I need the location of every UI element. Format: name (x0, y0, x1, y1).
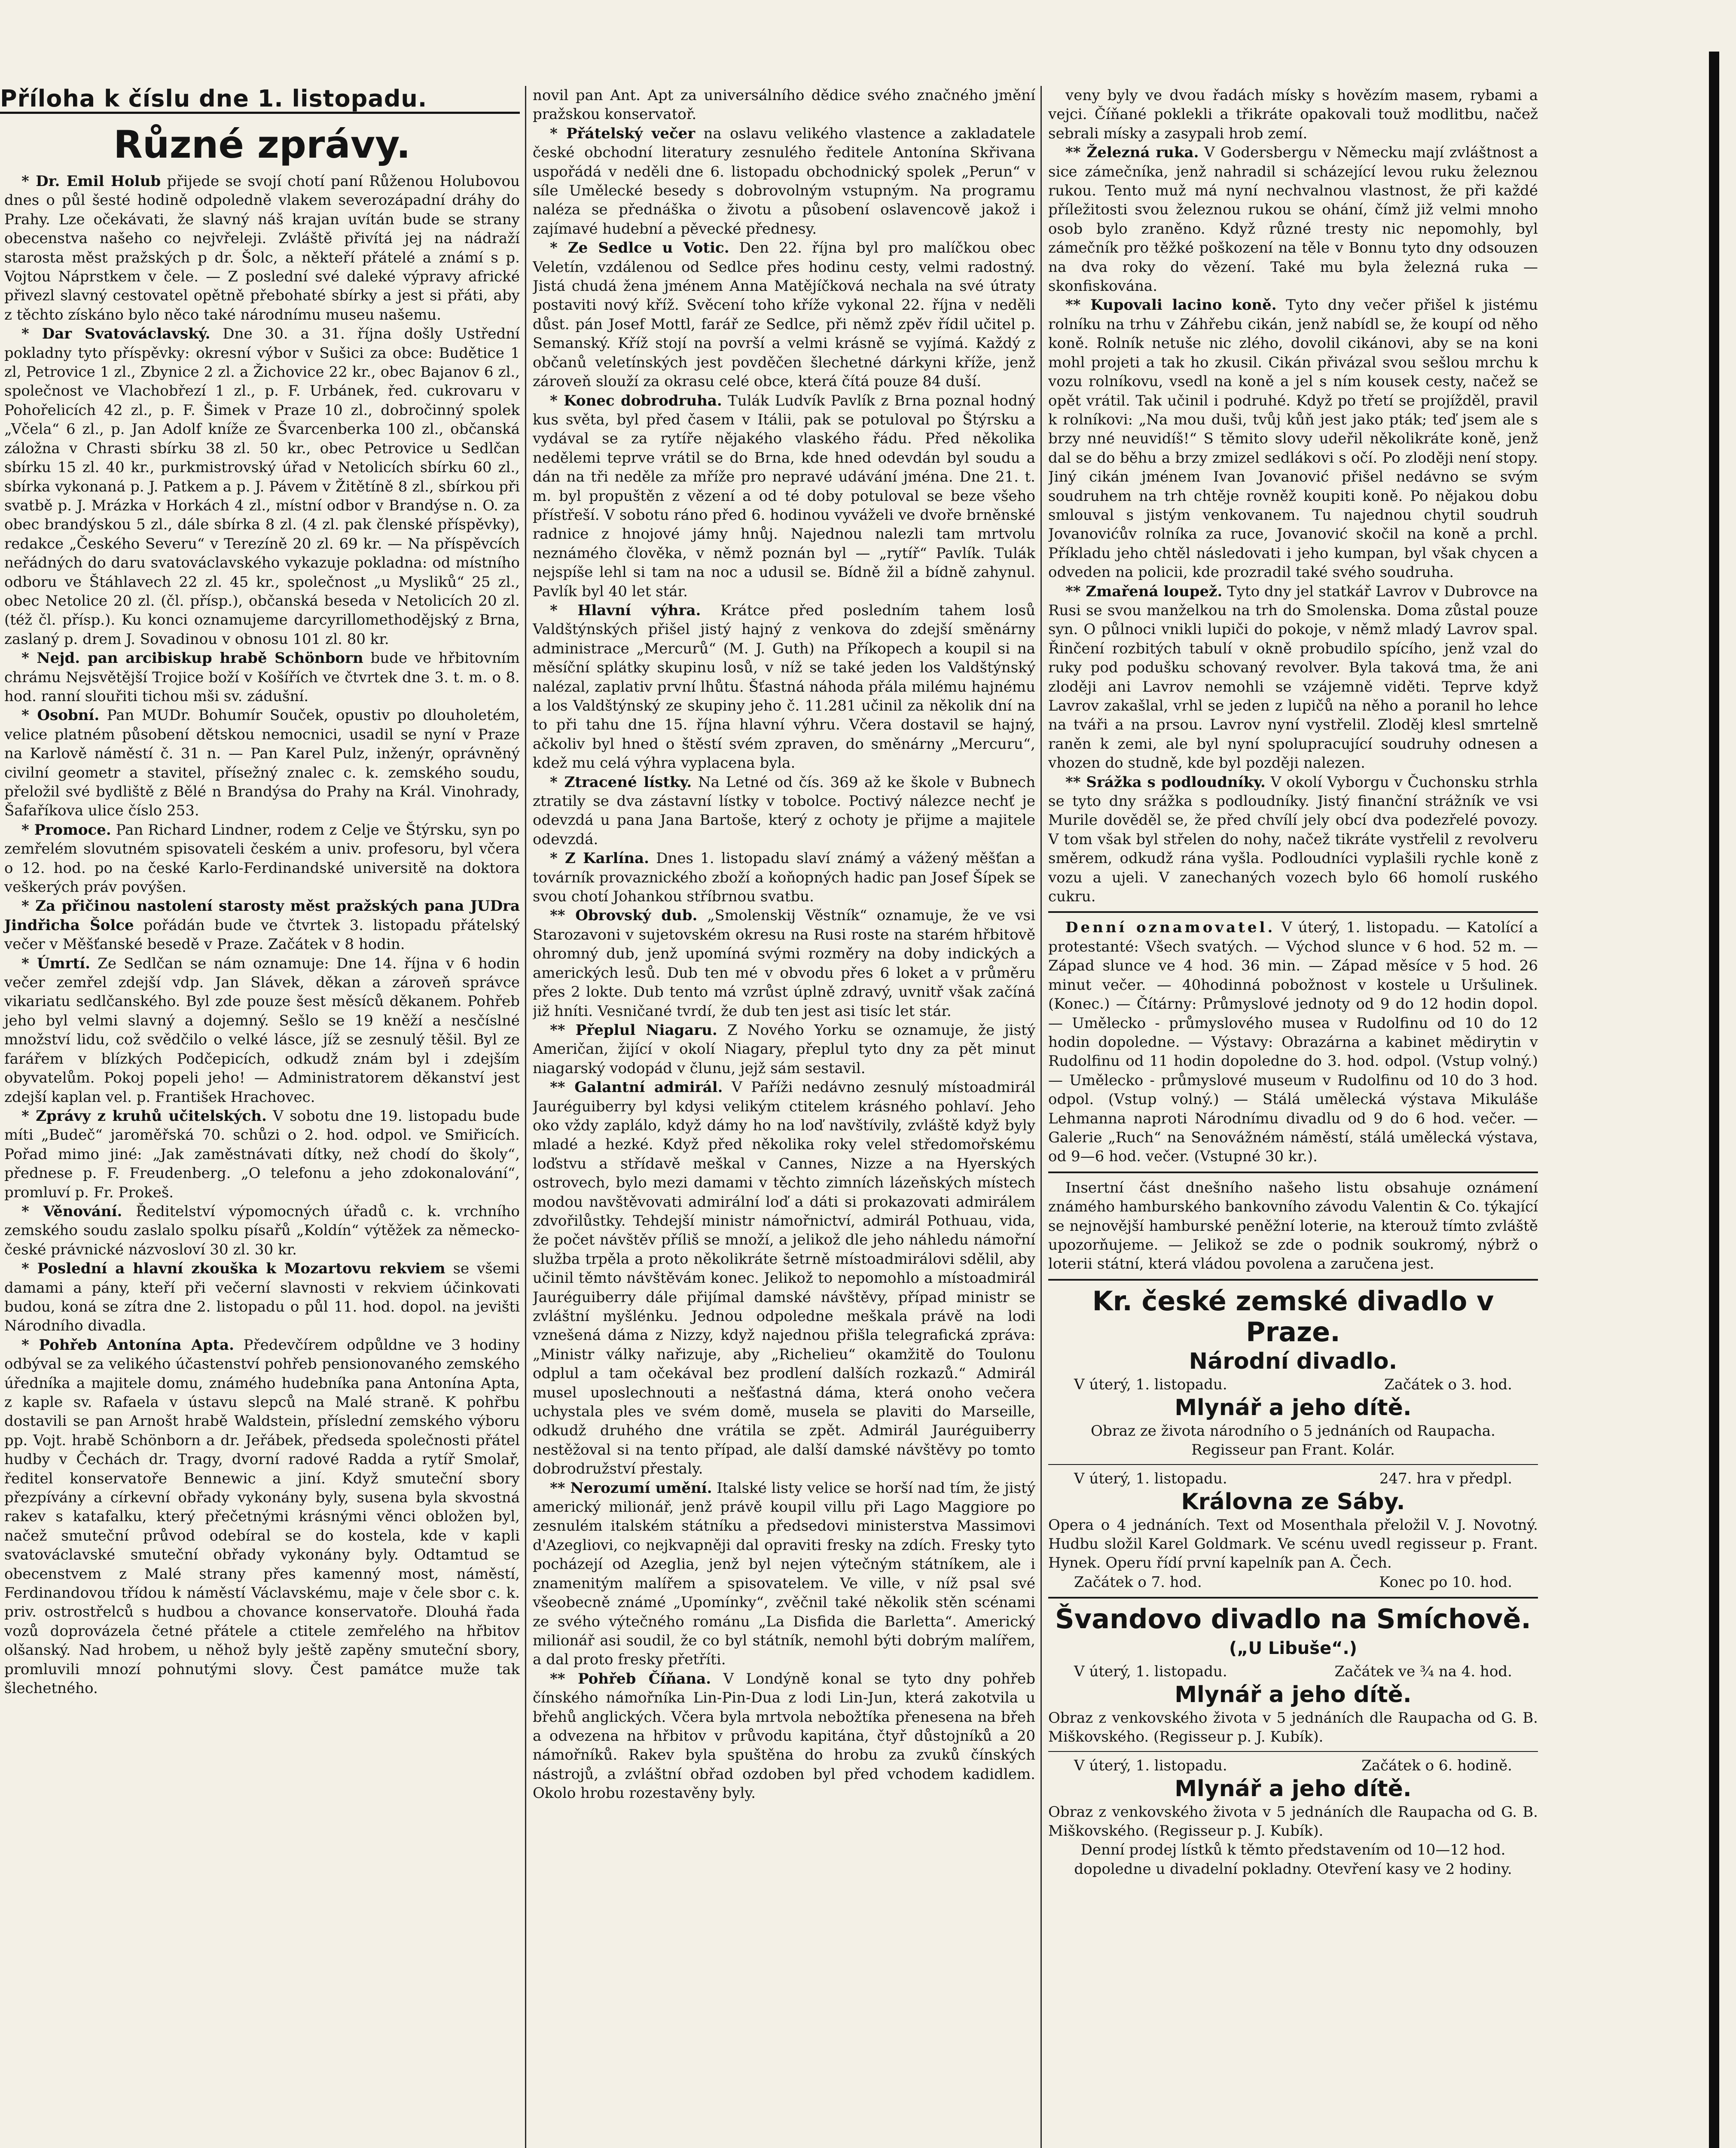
divider (1048, 1279, 1538, 1281)
column-2 (533, 86, 1035, 2148)
column-rule (525, 86, 526, 2148)
article (533, 238, 1035, 391)
show-3-row (1048, 1662, 1538, 1681)
article (1048, 296, 1538, 582)
article-headline: * Věnování. (21, 1202, 122, 1220)
theatre-2-title: Švandovo divadlo na Smíchově. (1055, 1603, 1531, 1635)
theatre-1-title: Kr. české zemské divadlo v Praze. (1092, 1285, 1494, 1348)
article-headline: * Nejd. pan arcibiskup hrabě Schönborn (21, 650, 363, 667)
article-text: V Londýně konal se tyto dny pohřeb čínského námořníka Lin-Pin-Dua z lodi Lin-Jun, která zakotvila u břehů anglických. Včera byla mrtvola nebožtíka přenesena na břeh a odvezena na hřbitov v průvodu kapitána, čtyř důstojníků a 20 námořníků. Rakev byla spuštěna do hrobu za zvuků čínských nástrojů, a zvláštní obřad ozdoben byl před vchodem kadidlem. Okolo hrobu rozestavěny byly. (533, 1670, 1035, 1802)
article-headline: * Osobní. (21, 707, 100, 724)
show-start: Začátek ve ¾ na 4. hod. (1334, 1663, 1512, 1680)
article-headline: * Dar Svatováclavský. (21, 325, 211, 343)
play-description: Obraz z venkovského života v 5 jednáních dle Raupacha od G. B. Miškovského. (Regisseur p. J. Kubík). (1048, 1803, 1538, 1840)
play-description: Obraz z venkovského života v 5 jednáních dle Raupacha od G. B. Miškovského. (Regisseur p. J. Kubík). (1048, 1709, 1538, 1746)
article-text: Tyto dny jel statkář Lavrov v Dubrovce na Rusi se svou manželkou na trh do Smolenska. Doma zůstal pouze syn. O půlnoci vnikli lupiči do pokoje, v němž mladý Lavrov spal. Řinčení rozbitých tabulí v okně probudilo spícího, jenž vzal do ruky pod podušku schovaný revolver. Byla taková tma, že ani zloději ani Lavrov nemohli se vzájemně viděti. Teprve když Lavrov zakašlal, vrhl se jeden z lupičů na něho a poranil ho lehce na tváři a na prsou. Lavrov nyní vystřelil. Zloděj klesl smrtelně raněn k zemi, ale byl nyní spolupracující soudruhy odnesen a vhozen do studně, kde byl později nalezen. (1048, 583, 1538, 772)
article-headline: * Úmrtí. (21, 955, 91, 972)
show-end: Konec po 10. hod. (1379, 1573, 1512, 1591)
article-text: pořádán bude ve čtvrtek 3. listopadu přátelský večer v Měšťanské besedě v Praze. Začátek v 8 hodin. (4, 916, 520, 953)
article-headline: * Konec dobrodruha. (550, 392, 722, 409)
show-start: Začátek o 7. hod. (1074, 1573, 1202, 1591)
supplement-header: Příloha k číslu dne 1. listopadu. (0, 86, 520, 114)
article-text: Krátce před posledním tahem losů Valdštýnských přišel jistý hajný z venkova do zdejší směnárny administrace „Mercurů“ (M. J. Guth) na Příkopech a koupil si na měsíční splátky skupinu losů, v níž se také jeden los Valdštýnský nalézal, zaplativ první lhůtu. Šťastná náhoda přála milému hajnému a los Valdštýnský ze skupiny jeho č. 11.281 učinil za několik dní na to při tahu dne 15. října hlavní výhru. Včera dostavil se hajný, ačkoliv byl hned o štěstí svém zpraven, do směnárny „Mercuru“, kdež mu celá výhra vyplacena byla. (533, 601, 1035, 772)
article-text: Ředitelství výpomocných úřadů c. k. vrchního zemského soudu zaslalo spolku písařů „Koldín“ výtěžek za německo-české právnické názvosloví 30 zl. 30 kr. (4, 1202, 520, 1258)
play-title: Mlynář a jeho dítě. (1175, 1776, 1412, 1802)
show-date: V úterý, 1. listopadu. (1074, 1757, 1227, 1774)
article-text: se všemi damami a pány, kteří při večerní slavnosti v rekviem účinkovati budou, koná se zítra dne 2. listopadu o půl 11. hod. dopol. na jevišti Národního divadla. (4, 1260, 520, 1335)
article (533, 124, 1035, 238)
article-headline: * Za přičinou nastolení starosty měst pražských pana JUDra Jindřicha Šolce (4, 897, 520, 934)
article-continuation: novil pan Ant. Apt za universálního dědice svého značného jmění pražskou konservatoř. (533, 87, 1035, 123)
article-headline: * Poslední a hlavní zkouška k Mozartovu rekviem (21, 1260, 445, 1278)
page-edge-shadow (1709, 52, 1719, 2148)
article (4, 954, 520, 1107)
insert-notice: Insertní část dnešního našeho listu obsahuje oznámení známého hamburského bankovního závodu Valentin & Co. týkající se nejnovější hamburské peněžní loterie, na kterouž tímto zvláště upozorňujeme. — Jelikož se zde o podnik soukromý, nýbrž o loterii státní, která vládou povolena a zaručena jest. (1048, 1179, 1538, 1273)
article-text: Dnes 1. listopadu slaví známý a vážený měšťan a továrník provaznického zboží a koňopných hadic pan Josef Šípek se svou chotí Johankou stříbrnou svatbu. (533, 850, 1035, 906)
article (4, 1259, 520, 1336)
show-date: V úterý, 1. listopadu. (1074, 1376, 1227, 1393)
column-3-articles (1048, 86, 1538, 906)
article-headline: ** Obrovský dub. (550, 907, 698, 924)
show-number: 247. hra v předpl. (1379, 1470, 1512, 1487)
column-2-articles (533, 124, 1035, 1803)
article-text: na oslavu velikého vlastence a zakladatele české obchodní literatury zesnulého ředitele Antonína Skřivana uspořádá v neděli dne 6. listopadu obchodnický spolek „Perun“ v síle Umělecké besedy s dobrovolným vstupným. Na programu naléza se přednáška o životu a působení oslavencově jakož i zajímavé hudební a pěvecké přednesy. (533, 125, 1035, 238)
article-headline: * Hlavní výhra. (550, 601, 701, 619)
play-title: Mlynář a jeho dítě. (1175, 1681, 1412, 1708)
box-office-note: Denní prodej lístků k těmto představením od 10—12 hod. dopoledne u divadelní pokladny. Otevření kasy ve 2 hodiny. (1074, 1841, 1512, 1878)
daily-notice-text: V úterý, 1. listopadu. — Katolící a protestanté: Všech svatých. — Východ slunce v 6 hod. 52 m. — Západ slunce ve 4 hod. 36 min. — Západ měsíce v 5 hod. 26 minut večer. — 40hodinná pobožnost v kostele u Uršulinek. (Konec.) — Čítárny: Průmyslové jednoty od 9 do 12 hodin dopol. — Umělecko - průmyslového musea v Rudolfinu od 10 do 12 hodin dopoledne. — Výstavy: Obrazárna a kabinet mědirytin v Rudolfinu od 11 hodin dopoledne do 3. hod. odpol. (Vstup volný.) — Umělecko - průmyslové museum v Rudolfinu od 10 do 3 hod. odpol. (Vstup volný.) — Stálá umělecká výstava Mikuláše Lehmanna naproti Národnímu divadlu od 9 do 6 hod. večer. — Galerie „Ruch“ na Senovážném náměstí, stálá umělecká výstava, od 9—6 hod. večer. (Vstupné 30 kr.). (1048, 919, 1538, 1166)
article-text: Den 22. října byl pro malíčkou obec Veletín, vzdálenou od Sedlce přes hodinu cesty, velmi radostný. Jistá chudá žena jménem Anna Matějíčková nechala na své útraty postaviti nový kříž. Svěcení toho kříže vykonal 22. října v neděli důst. pán Josef Mottl, farář ze Sedlce, při němž zpěv řídil učitel p. Semanský. Kříž stojí na površí a velmi krásně se vyjímá. Každý z občanů veletínských jest povděčen šlechetné dárkyni kříže, jenž zároveň slouží za okrasu celé obce, která čítá pouze 84 duší. (533, 239, 1035, 391)
article (533, 391, 1035, 601)
article-headline: * Z Karlína. (550, 850, 649, 867)
daily-notice-title: Denní oznamovatel. (1065, 919, 1275, 937)
article-text: Na Letné od čís. 369 až ke škole v Bubnech ztratily se dva zástavní lístky v tobolce. Poctivý nálezce nechť je odevzdá u pana Jana Bartoše, který z ochoty je přijme a majitele odevzdá. (533, 773, 1035, 848)
article-text: V Paříži nedávno zesnulý místoadmirál Jauréguiberry byl kdysi velikým ctitelem krásného pohlaví. Jeho oko vždy zaplálo, když dámy ho na loď navštívily, zvláště když byly mladé a hezké. Když před několika roky velel středomořskému loďstvu a střídavě meškal v Cannes, Nizze a na Hyerských ostrovech, bylo mezi damami v těchto zimních lázeňských místech modou navštěvovati admirální loď a dáti si prokazovati admirálem zdvořilůstky. Tehdejší ministr námořnictví, admirál Pothuau, vida, že počet návštěv příliš se množí, a jelikož dle jeho náhledu námořní služba trpěla a proto několikráte šetrně místoadmirálovi sdělil, aby učinil těmto návštěvám konec. Jelikož to nepomohlo a místoadmirál Jauréguiberry dále přijímal damské návštěvy, případ ministr se zvláštní myšlénku. Jednou odpoledne meškala právě na lodi vznešená dáma z Nizzy, když najednou přišla telegrafická zpráva: „Ministr války nařizuje, aby „Richelieu“ okamžitě do Toulonu odplul a tam očekával bez prodlení dalších rozkazů.“ Admirál musel uposlechnouti a nešťastná dáma, která onoho večera uchystala ples ve svém domě, musela se plaviti do Marseille, odkudž druhého dne vrátila se zpět. Admirál Jauréguiberry nestěžoval si na tento případ, ale další damské návštěvy po tomto dobrodružství přestaly. (533, 1079, 1035, 1478)
article-text: veny byly ve dvou řadách mísky s hovězím masem, rybami a vejci. Číňané poklekli a třikráte opakovali touž modlitbu, načež sebrali mísky a zasypali hrob zemí. (1048, 87, 1538, 142)
article (533, 1669, 1035, 1803)
article (1048, 773, 1538, 906)
article (4, 1107, 520, 1202)
play-director: Regisseur pan Frant. Kolár. (1191, 1441, 1395, 1459)
theatre-2-subtitle: („U Libuše“.) (1229, 1638, 1357, 1658)
show-date: V úterý, 1. listopadu. (1074, 1663, 1227, 1680)
article (533, 1078, 1035, 1479)
divider (1048, 1172, 1538, 1173)
article-text: bude ve hřbitovním chrámu Nejsvětější Trojice boží v Košířích ve čtvrtek dne 3. t. m. o 8. hod. ranní slouřiti tichou mši sv. zádušní. (4, 650, 520, 705)
show-start: Začátek o 3. hod. (1384, 1376, 1512, 1393)
play-description: Opera o 4 jednáních. Text od Mosenthala přeložil V. J. Novotný. Hudbu složil Karel Goldmark. Ve scénu uvedl regisseur p. Frant. Hynek. Operu řídí první kapelník pan A. Čech. (1048, 1516, 1538, 1572)
article-text: Pan MUDr. Bohumír Souček, opustiv po dlouholetém, velice platném působení dětskou nemocnici, usadil se nyní v Praze na Karlově náměstí č. 31 n. — Pan Karel Pulz, inženýr, oprávněný civilní geometr a stavitel, přísežný znalec c. k. zemského soudu, přeložil své bydliště z Bělé n Brandýsa do Prahy na Král. Vinohrady, Šafaříkova ulice číslo 253. (4, 707, 520, 820)
show-4-row (1048, 1756, 1538, 1775)
divider (1048, 1751, 1538, 1752)
show-1-row (1048, 1375, 1538, 1394)
article (4, 821, 520, 897)
column-rule (1040, 86, 1042, 2148)
article-headline: ** Pohřeb Číňana. (550, 1670, 711, 1687)
article-headline: * Dr. Emil Holub (21, 173, 161, 190)
article-headline: ** Kupovali lacino koně. (1065, 296, 1277, 314)
section-title: Různé zprávy. (113, 122, 411, 167)
article (1048, 582, 1538, 773)
article-headline: ** Zmařená loupež. (1065, 583, 1223, 600)
article-text: V okolí Vyborgu v Čuchonsku strhla se tyto dny srážka s podloudníky. Jistý finanční strážník ve vsi Murile dověděl se, že před chvílí jely obcí dva podezřelé povozy. V tom však byl střelen do nohy, načež tikráte vystřelil z revolveru směrem, odkudž rána vyšla. Podloudníci vyplašili rychle koně z vozu a ujeli. V zanechaných vozech bylo 66 homolí ruského cukru. (1048, 773, 1538, 906)
article-text: Z Nového Yorku se oznamuje, že jistý Američan, žijící v okolí Niagary, přeplul tyto dny za pět minut niagarský vodopád v člunu, jejž sám sestavil. (533, 1021, 1035, 1077)
article (4, 172, 520, 324)
article-headline: ** Galantní admirál. (550, 1079, 723, 1096)
article-headline: * Ztracené lístky. (550, 773, 692, 791)
divider (1048, 1597, 1538, 1599)
column-3 (1048, 86, 1538, 2148)
article (4, 649, 520, 706)
article-text: Italské listy velice se horší nad tím, že jistý americký milionář, jenž právě koupil villu při Lago Maggiore po zesnulém italském státníku a předsedovi ministerstva Massimovi d'Azegliovi, co nejkvapněji dal opraviti fresky na zdích. Fresky tyto pocházejí od Azeglia, jenž byl nejen výtečným státníkem, ale i znamenitým malířem a spisovatelem. Ve ville, v níž psal své všeobecně známé „Upomínky“, zvěčnil také několik stěn scénami ze svého výtečného románu „La Disfida die Barletta“. Americký milionář asi soudil, že co byl státník, nemohl býti dobrým malířem, a dal proto fresky přetříti. (533, 1479, 1035, 1669)
article-headline: * Zprávy z kruhů učitelských. (21, 1107, 267, 1125)
theatre-1-subtitle: Národní divadlo. (1189, 1348, 1397, 1374)
show-date: V úterý, 1. listopadu. (1074, 1470, 1227, 1487)
article (1048, 86, 1538, 143)
article-headline: * Přátelský večer (550, 125, 696, 142)
show-2-times (1048, 1573, 1538, 1592)
article (4, 706, 520, 820)
article-headline: ** Železná ruka. (1065, 144, 1199, 162)
article (533, 773, 1035, 849)
show-start: Začátek o 6. hodině. (1361, 1757, 1512, 1774)
play-title: Královna ze Sáby. (1181, 1489, 1405, 1515)
divider (1048, 911, 1538, 913)
play-title: Mlynář a jeho dítě. (1175, 1394, 1412, 1421)
article-text: Tulák Ludvík Pavlík z Brna poznal hodný kus světa, byl před časem v Itálii, pak se potuloval po Štýrsku a vydával se za rytíře nějakého vlaského řádu. Před několika nedělemi teprve vrátil se do Brna, kde hned odevdán byl soudu a dán na tři neděle za mříže pro nepravé udávání jména. Dne 21. t. m. byl propuštěn z vězení a od té doby potuloval se beze všeho přístřeší. V sobotu ráno před 6. hodinou vyváželi ve dvoře brněnské radnice z hnojové jámy hnůj. Najednou nalezli tam mrtvolu neznámého člověka, v němž poznán byl — „rytíř“ Pavlík. Tulák nejspíše lehl si tam na noc a udusil se. Bídně žil a bídně zahynul. Pavlík byl 40 let stár. (533, 392, 1035, 600)
article-headline: * Ze Sedlce u Votic. (550, 239, 729, 257)
article-text: „Smolenskij Věstník“ oznamuje, že ve vsi Starozavoni v sujetovském okresu na Rusi roste na starém hřbitově ohromný dub, jenž upomíná svými rozměry na doby indických a amerických lesů. Dub ten mé v obvodu přes 6 loket a v průměru přes 2 lokte. Dub tento má vzrůst úplně zdravý, uvnitř však začíná již hníti. Vesničané tvrdí, že dub ten jest asi tisíc let stár. (533, 907, 1035, 1020)
column-1 (0, 116, 520, 2148)
article-headline: * Promoce. (21, 821, 111, 839)
article-text: V sobotu dne 19. listopadu bude míti „Budeč“ jaroměřská 70. schůzi o 2. hod. odpol. ve Smiřicích. Pořad mimo jiné: „Jak zaměstnávati dítky, než chodí do školy“, přednese p. F. Freudenberg. „O telefonu a jeho zdokonalování“, promluví p. Fr. Prokeš. (4, 1107, 520, 1201)
article (1048, 143, 1538, 296)
article (533, 601, 1035, 773)
article-headline: ** Přeplul Niagaru. (550, 1021, 717, 1039)
daily-notice (1048, 918, 1538, 1166)
article-text: Tyto dny večer přišel k jistému rolníku na trhu v Záhřebu cikán, jenž nabídl se, že koupí od něho koně. Rolník netuše nic zlého, dovolil cikánovi, aby se na koni mohl projeti a tak ho zkusil. Cikán přivázal svou sešlou mrchu k vozu rolníkovu, vsedl na koně a jel s ním kousek cesty, načež se opět vrátil. Tak učinil i podruhé. Když po třetí se projížděl, pravil k rolníkovi: „Na mou duši, tvůj kůň jest jako pták; teď jsem ale s brzy nné neuvidíš!“ S těmito slovy udeřil několikráte koně, jenž dal se do běhu a brzy zmizel sedlákovi s očí. Po zloději není stopy. Jiný cikán jménem Ivan Jovanović přišel nedávno se svým soudruhem na trh chtěje rovněž koupiti koně. Po nějakou dobu smlouval s jistým venkovanem. Tu najednou chytil soudruh Jovanovićův rolníka za ruce, Jovanović skočil na koně a prchl. Příkladu jeho chtěl následovati i jeho kumpan, byl však chycen a odveden na policii, kde prozradil také svého soudruha. (1048, 296, 1538, 581)
article (4, 1202, 520, 1259)
play-description: Obraz ze života národního o 5 jednáních od Raupacha. (1090, 1422, 1495, 1440)
article (4, 897, 520, 954)
article (533, 1021, 1035, 1078)
article-text: Ze Sedlčan se nám oznamuje: Dne 14. října v 6 hodin večer zemřel zdejší vdp. Jan Slávek, děkan a zároveň správce vikariatu sedlčanského. Byl zde pouze šest měsíců děkanem. Pohřeb jeho byl velmi slavný a dojemný. Sešlo se 19 kněží a nesčíslné množství lidu, což svědčilo o velké lásce, jíž se zesnulý těšil. Byl ze farářem v blízkých Podčepicích, odkudž znám byl i zdejším obyvatelům. Pokoj popeli jeho! — Administratorem děkanství jest zdejší kaplan vel. p. František Hrachovec. (4, 955, 520, 1106)
show-2-row (1048, 1469, 1538, 1488)
article-text: V Godersbergu v Německu mají zvláštnost a sice zámečníka, jenž nahradil si scházející levou ruku železnou rukou. Tento muž má nyní nechvalnou vlastnost, že při každé příležitosti svou železnou rukou se ohání, čímž již velmi mnoho osob bylo zraněno. Když různé tresty nic nepomohly, byl zámečník pro těžké poškození na těle v Bonnu tyto dny odsouzen na dva roky do vězení. Také mu byla železná ruka — skonfiskována. (1048, 144, 1538, 295)
article (533, 906, 1035, 1020)
column-1-articles (4, 172, 520, 1698)
article (4, 324, 520, 649)
article-headline: ** Srážka s podloudníky. (1065, 773, 1266, 791)
article (4, 1336, 520, 1698)
article-headline: ** Nerozumí umění. (550, 1479, 712, 1497)
article-text: Předevčírem odpůldne ve 3 hodiny odbýval se za velikého účastenství pohřeb pensionovaného zemského úředníka a majitele domu, známého hudebníka pana Antonína Apta, z kaple sv. Rafaela v ústavu slepců na Malé straně. K pohřbu dostavili se pan Arnošt hrabě Waldstein, příslední zemského výboru pp. Vojt. hrabě Schönborn a dr. Jeřábek, předseda společnosti přátel hudby v Čechách dr. Tragy, dvorní radové Radda a rytíř Smolař, ředitel konservatoře Bennewic a jiní. Když smuteční sbory přezpívány a církevní obřady vykonány byly, susena byla skvostná rakev s katafalku, který přečetnými krásnými věnci obložen byl, načež smuteční průvod odebíral se do kostela, kde v kapli svatováclavské smuteční obřady vykonány byly. Odtamtud se obecenstvem z Malé strany přes kamenný most, náměstí, Ferdinandovou třídou k náměstí Václavskému, maje v čele sbor c. k. priv. ostrostřelců s hudbou a chovance konservatoře. Dlouhá řada vozů doprovázela četné přátele a ctitele zemřelého na hřbitov olšanský. Nad hrobem, u něhož byly ještě zapěny smuteční sbory, promluvili mnozí pohnutými slovy. Čest památce muže tak šlechetného. (4, 1336, 520, 1697)
article-text: Dne 30. a 31. října došly Ustřední pokladny tyto příspěvky: okresní výbor v Sušici za obce: Budětice 1 zl, Petrovice 1 zl., Zbynice 2 zl. a Žichovice 22 kr., obec Bajanov 6 zl., společnost ve Vlachobřezí 1 zl., p. F. Urbánek, řed. cukrovaru v Pohořelicích 42 zl., p. F. Šimek v Praze 10 zl., dobročinný spolek „Včela“ 6 zl., p. Jan Adolf kníže ze Švarcenberka 100 zl., občanská záložna v Chrasti sbírku 38 zl. 50 kr., obec Petrovice u Sedlčan sbírku 15 zl. 40 kr., purkmistrovský úřad v Netolicích sbírku 60 zl., sbírka vykonaná p. J. Patkem a p. J. Pávem v Žitětíně 8 zl., sbírkou při svatbě p. J. Mrázka v Horkách 4 zl., místní odbor v Brandýse n. O. za obec brandýskou 5 zl., dále sbírka 8 zl. (4 zl. pak členské příspěvky), redakce „Českého Severu“ v Terezíně 20 zl. 69 kr. — Na příspěvcích neřádných do daru svatováclavského vykazuje pokladna: od místního odboru ve Štáhlavech 22 zl. 45 kr., společnost „u Mysliků“ 25 zl., obec Netolice 20 zl. (čl. přísp.), občanská beseda v Netolicích 20 zl. (též čl. přísp.). Ku konci oznamujeme darcyrillomethodějský z Brna, zaslaný p. drem J. Sovadinou v obnosu 101 zl. 80 kr. (4, 325, 520, 648)
article-text: Pan Richard Lindner, rodem z Celje ve Štýrsku, syn po zemřelém slovutném spisovateli českém a univ. profesoru, byl včera o 12. hod. po na české Karlo-Ferdinandské universitě na doktora veškerých práv povýšen. (4, 821, 520, 896)
article-text: přijede se svojí chotí paní Růženou Holubovou dnes o půl šesté hodině odpoledně vlakem severozápadní dráhy do Prahy. Lze očekávati, že slavný náš krajan uvítán bude se strany obecenstva našeho co nejvřeleji. Zvláště přivítá jej na nádraží starosta měst pražských p dr. Šolc, a někteří přátelé a známí s p. Vojtou Náprstkem v čele. — Z poslední své daleké výpravy africké přivezl slavný cestovatel opětně přebohaté sbírky a jest si přáti, aby z těchto získáno bylo něco také národnímu museu našemu. (4, 173, 520, 323)
divider (1048, 1464, 1538, 1465)
article-headline: * Pohřeb Antonína Apta. (21, 1336, 234, 1354)
article (533, 1479, 1035, 1669)
article (533, 849, 1035, 906)
